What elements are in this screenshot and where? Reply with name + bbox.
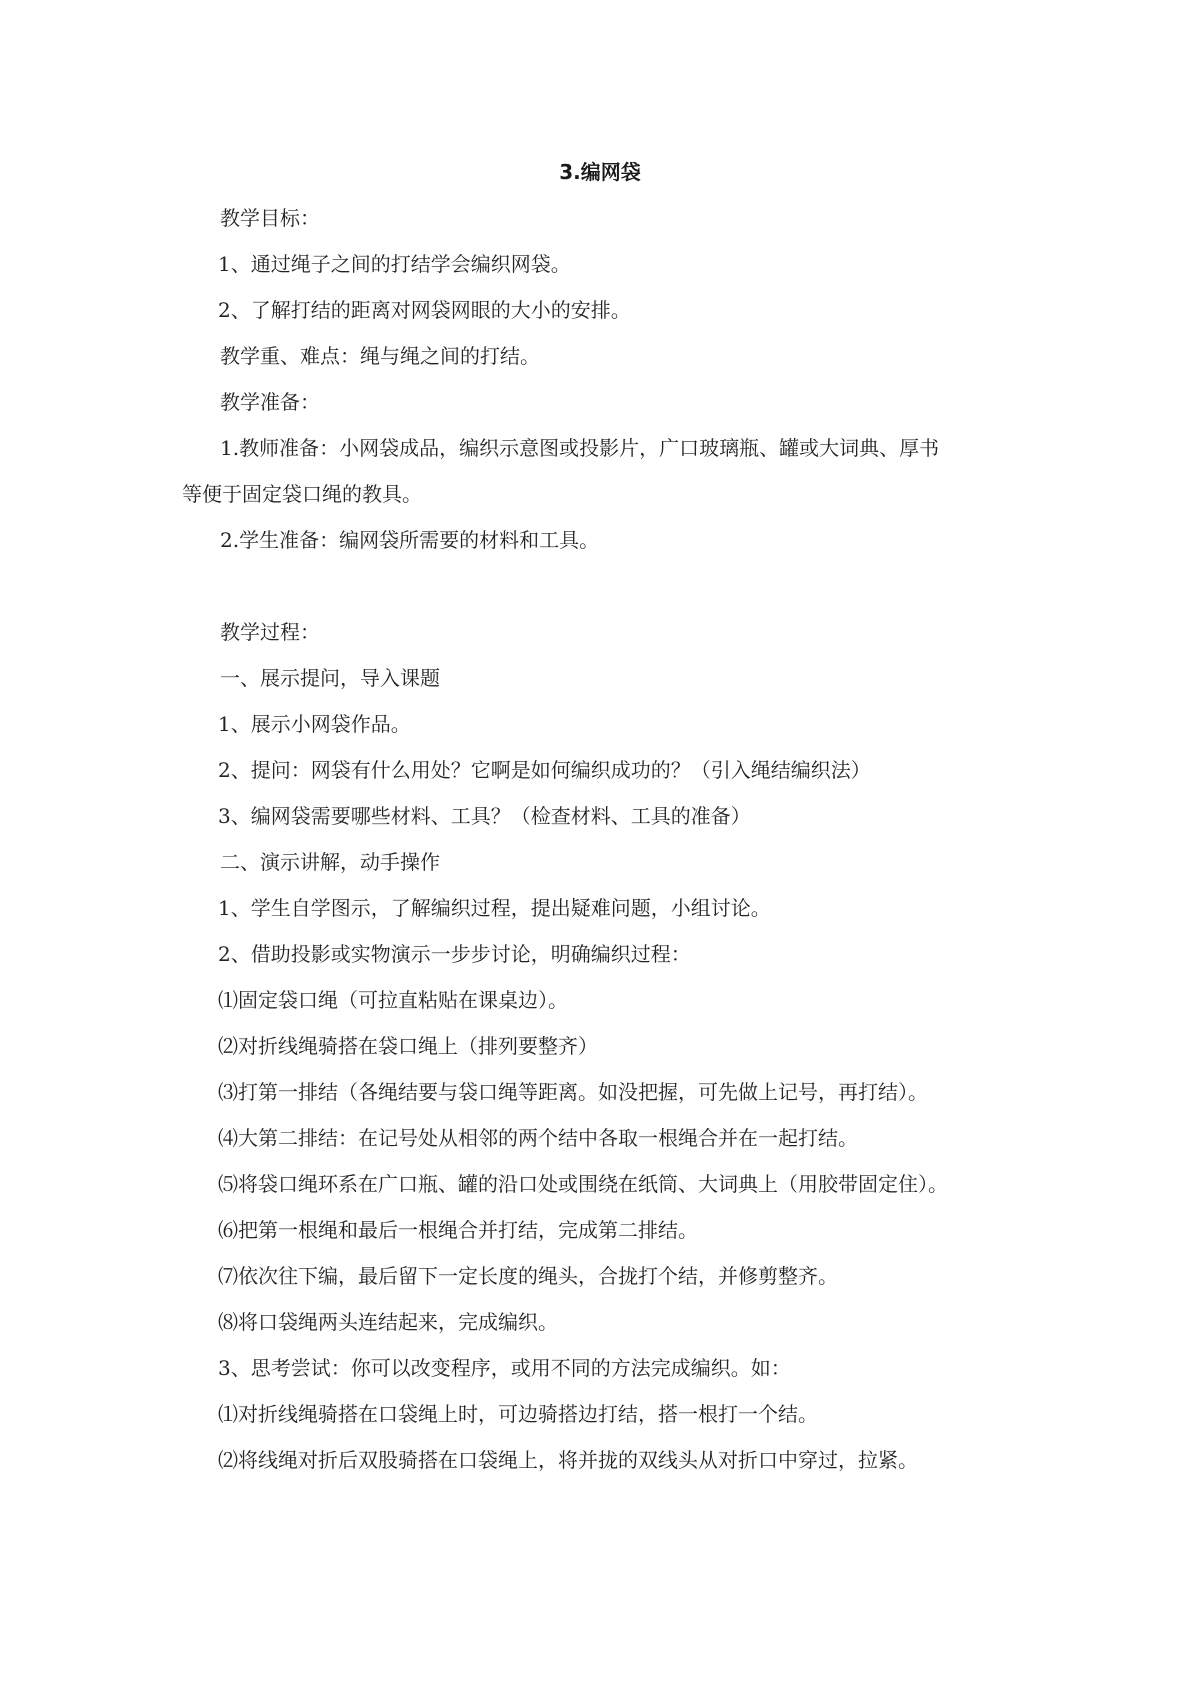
section-two-item-1: 1、学生自学图示，了解编织过程，提出疑难问题，小组讨论。	[218, 896, 771, 920]
goal-item-1: 1、通过绳子之间的打结学会编织网袋。	[218, 252, 571, 276]
step-7: ⑺依次往下编，最后留下一定长度的绳头，合拢打个结，并修剪整齐。	[218, 1264, 838, 1288]
step-6: ⑹把第一根绳和最后一根绳合并打结，完成第二排结。	[218, 1218, 698, 1242]
process-heading: 教学过程：	[220, 620, 320, 644]
step-8: ⑻将口袋绳两头连结起来，完成编织。	[218, 1310, 558, 1334]
section-two-item-3: 3、思考尝试：你可以改变程序，或用不同的方法完成编织。如：	[218, 1356, 791, 1380]
goal-item-2: 2、了解打结的距离对网袋网眼的大小的安排。	[218, 298, 631, 322]
alternative-1: ⑴对折线绳骑搭在口袋绳上时，可边骑搭边打结，搭一根打一个结。	[218, 1402, 818, 1426]
preparation-heading: 教学准备：	[220, 390, 320, 414]
teacher-preparation: 1.教师准备：小网袋成品，编织示意图或投影片，广口玻璃瓶、罐或大词典、厚书	[220, 436, 940, 460]
key-points: 教学重、难点：绳与绳之间的打结。	[220, 344, 540, 368]
section-one-item-1: 1、展示小网袋作品。	[218, 712, 411, 736]
step-1: ⑴固定袋口绳（可拉直粘贴在课桌边）。	[218, 988, 568, 1012]
document-title: 3.编网袋	[559, 160, 641, 184]
teaching-goals-heading: 教学目标：	[220, 206, 320, 230]
section-one-item-2: 2、提问：网袋有什么用处？它啊是如何编织成功的？（引入绳结编织法）	[218, 758, 871, 782]
step-3: ⑶打第一排结（各绳结要与袋口绳等距离。如没把握，可先做上记号，再打结）。	[218, 1080, 928, 1104]
section-two-heading: 二、演示讲解，动手操作	[220, 850, 440, 874]
step-4: ⑷大第二排结：在记号处从相邻的两个结中各取一根绳合并在一起打结。	[218, 1126, 858, 1150]
step-5: ⑸将袋口绳环系在广口瓶、罐的沿口处或围绕在纸筒、大词典上（用胶带固定住）。	[218, 1172, 948, 1196]
section-one-item-3: 3、编网袋需要哪些材料、工具？（检查材料、工具的准备）	[218, 804, 751, 828]
section-one-heading: 一、展示提问，导入课题	[220, 666, 440, 690]
student-preparation: 2.学生准备：编网袋所需要的材料和工具。	[220, 528, 600, 552]
teacher-preparation-cont: 等便于固定袋口绳的教具。	[182, 482, 422, 506]
step-2: ⑵对折线绳骑搭在袋口绳上（排列要整齐）	[218, 1034, 598, 1058]
alternative-2: ⑵将线绳对折后双股骑搭在口袋绳上，将并拢的双线头从对折口中穿过，拉紧。	[218, 1448, 918, 1472]
section-two-item-2: 2、借助投影或实物演示一步步讨论，明确编织过程：	[218, 942, 691, 966]
